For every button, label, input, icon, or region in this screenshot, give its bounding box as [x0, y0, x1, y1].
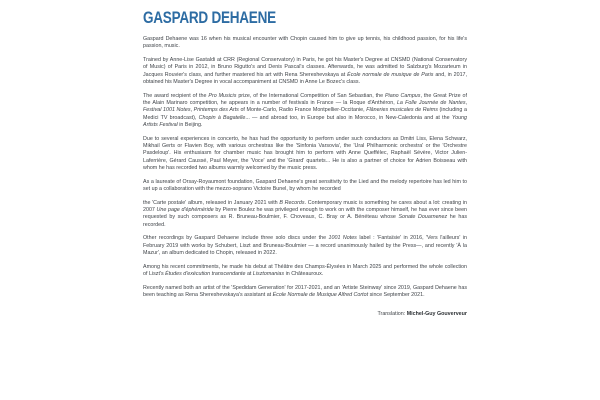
paragraph-orsay-royaumont: As a laureate of Orsay-Royaumont foundation, Gaspard Dehaene's great sensitivity to the Lied and the melody repertoire has led him to set up a collaboration with the mezzo-soprano Victoire Bunel, by whom he recorded: [143, 178, 467, 193]
paragraph-intro: Gaspard Dehaene was 16 when his musical encounter with Chopin caused him to give up tennis, his childhood passion, for his life's passion, music.: [143, 36, 467, 50]
translator-name: Michel-Guy Gouverveur: [406, 311, 467, 318]
paragraph-carte-postale: the 'Carte postale' album, released in January 2021 with B Records. Contemporary music is something he cares about a lot: creating in 2007 Une page d'éphéméride by Pierre Boulez he was privileged enough to work on with the composer himself, he has ever since been requested by such composers as R. Bruneau-Boulmier, F. Choveaux, C. Bray or A. Bénéteau whose Sonate Douarnenez he has recorded.: [143, 199, 468, 228]
document-content: [143, 9, 467, 319]
translation-credit: [143, 311, 467, 318]
paragraph-training: Trained by Anne-Lise Gastaldi at CRR (Regional Conservatory) in Paris, he got his Master's Degree at CNSMD (National Conservatory of Music) of Paris in 2012, in Bruno Rigutto's and Denis Pascal's classes. Afterwards, he was admitted to Salzburg's Mozarteum in Jacques Rouvier's class, and further mastered his art with Rena Shereshevskaya at École normale de musique de Paris and, in 2017, obtained his Master's Degree in vocal accompaniment at CNSMD in Anne Le Bozec's class.: [143, 56, 467, 86]
paragraph-recent-commitments: Among his recent commitments, he made his debut at Théâtre des Champs-Élysées in March 2025 and performed the whole collection of Liszt's Études d'exécution transcendante at Lisztomanias in Châteauroux.: [143, 263, 467, 278]
paragraph-awards-festivals: The award recipient of the Pro Musicis prize, of the International Competition of San Sebastian, the Piano Campus, the Great Prize of the Alain Marinaro competition, he appears in a number of festivals in France — la Roque d'Anthéron, La Folle Journée de Nantes, Festival 1001 Notes, Printemps des Arts of Monte-Carlo, Radio France Montpellier-Occitanie, Flâneries musicales de Reims (including a Medici TV broadcast), Chopin à Bagatelle... — and abroad too, in Europe but also in Morocco, in New-Caledonia and at the Young Artists Festival in Beijing.: [143, 92, 468, 129]
paragraph-concertos-chamber: Due to several experiences in concerto, he has had the opportunity to perform under such conductors as Dmitri Liss, Elena Schwarz, Mikhail Gerts or Flavien Boy, with various orchestras like the 'Sinfonia Varsovia', the 'Ural Philharmonic orchestra' or the 'Orchestre Pasdeloup'. His enthusiasm for chamber music has brought him to perform with Anne Queffélec, Raphaël Sévère, Victor Julien-Laferrière, Gérard Caussé, Paul Meyer, the 'Voce' and the 'Girard' quartets... He is also a partner of choice for Adrien Boisseau with whom he has recorded two albums warmly welcomed by the music press.: [143, 135, 467, 172]
paragraph-solo-discs: Other recordings by Gaspard Dehaene include three solo discs under the 1001 Notes label : 'Fantaïsie' in 2016, 'Vers l'ailleurs' in February 2019 with works by Schubert, Liszt and Bruneau-Boulmier — a record unanimously hailed by the Press—, and recently 'À la Mazur', an album dedicated to Chopin, released in 2022.: [143, 235, 467, 257]
paragraph-teaching: Recently named both an artist of the 'Spedidam Generation' for 2017-2021, and an 'Artiste Steinway' since 2019, Gaspard Dehaene has been teaching as Rena Shereshevskaya's assistant at École Normale de Musique Alfred Cortot since September 2021.: [143, 284, 467, 298]
page-title: GASPARD DEHAENE: [143, 9, 276, 27]
translation-label: Translation:: [377, 311, 406, 318]
